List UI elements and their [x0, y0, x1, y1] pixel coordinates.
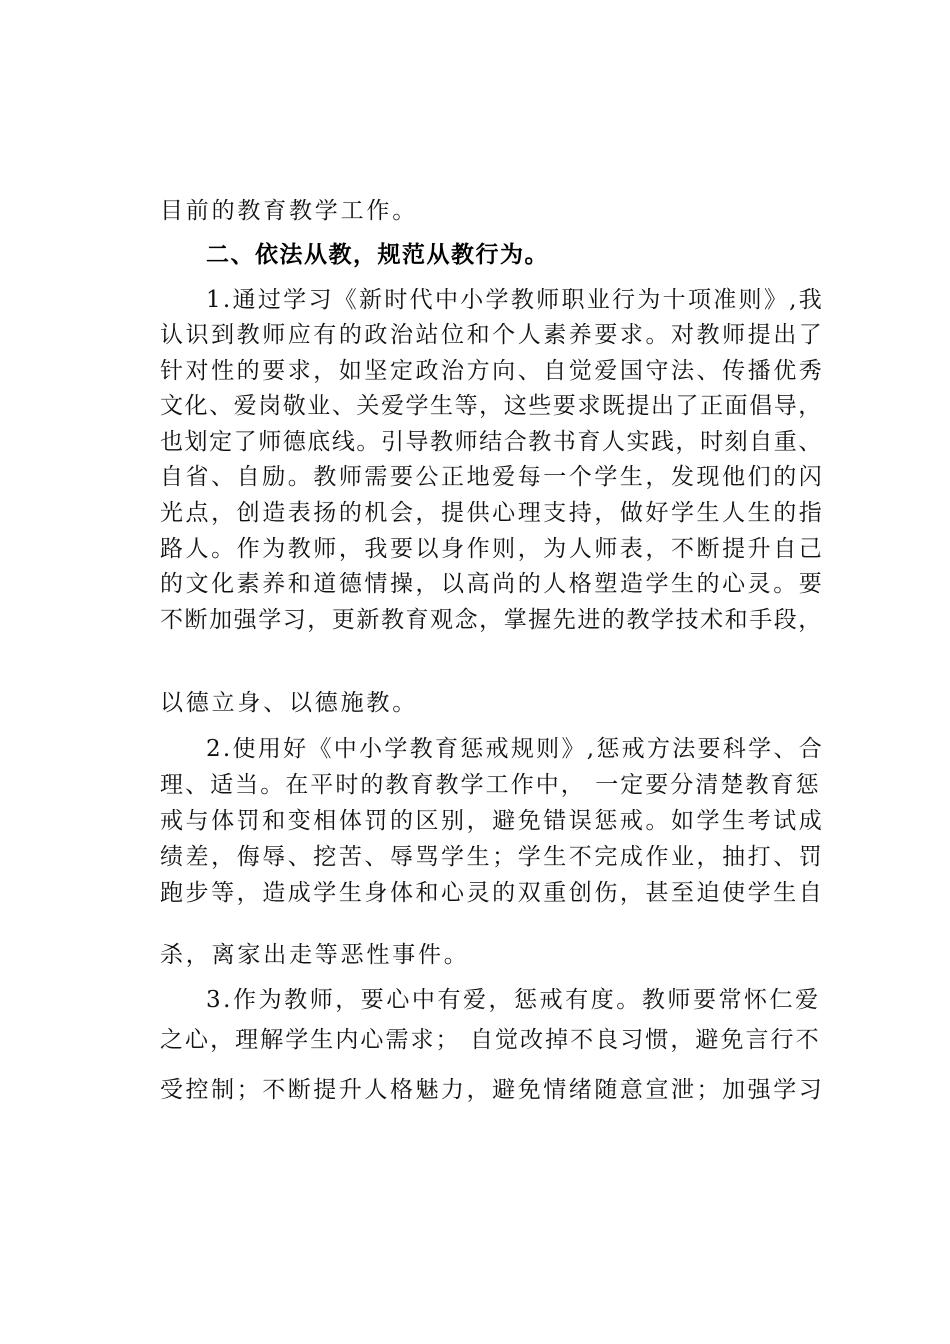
text-line: 理、适当。在平时的教育教学工作中， 一定要分清楚教育惩 [160, 772, 821, 798]
section-heading: 二、依法从教，规范从教行为。 [206, 242, 549, 268]
text-line: 光点，创造表扬的机会，提供心理支持，做好学生人生的指 [160, 500, 825, 526]
paragraph-1-first-line: 1.通过学习《新时代中小学教师职业行为十项准则》,我 [206, 287, 825, 313]
text-line: 针对性的要求，如坚定政治方向、自觉爱国守法、传播优秀 [160, 358, 825, 384]
text-line: 自省、自励。教师需要公正地爱每一个学生，发现他们的闪 [160, 464, 825, 490]
text-line: 以德立身、以德施教。 [160, 690, 418, 716]
text-line: 绩差，侮辱、挖苦、辱骂学生；学生不完成作业，抽打、罚 [160, 844, 825, 870]
text-line: 不断加强学习，更新教育观念，掌握先进的教学技术和手段， [160, 607, 823, 633]
text-line: 认识到教师应有的政治站位和个人素养要求。对教师提出了 [160, 322, 825, 348]
text-line: 的文化素养和道德情操，以高尚的人格塑造学生的心灵。要 [160, 571, 825, 597]
text-line: 杀，离家出走等恶性事件。 [160, 942, 470, 968]
text-line: 目前的教育教学工作。 [160, 198, 418, 224]
text-line: 路人。作为教师，我要以身作则，为人师表，不断提升自己 [160, 536, 825, 562]
text-line: 受控制；不断提升人格魅力，避免情绪随意宣泄；加强学习 [160, 1077, 825, 1103]
paragraph-2-first-line: 2.使用好《中小学教育惩戒规则》,惩戒方法要科学、合 [206, 736, 825, 762]
text-line: 也划定了师德底线。引导教师结合教书育人实践，时刻自重、 [160, 429, 823, 455]
text-line: 跑步等，造成学生身体和心灵的双重创伤，甚至迫使学生自 [160, 880, 825, 906]
paragraph-3-first-line: 3.作为教师，要心中有爱，惩戒有度。教师要常怀仁爱 [206, 987, 821, 1013]
text-line: 之心，理解学生内心需求； 自觉改掉不良习惯，避免言行不 [160, 1027, 821, 1053]
text-line: 戒与体罚和变相体罚的区别，避免错误惩戒。如学生考试成 [160, 808, 825, 834]
text-line: 文化、爱岗敬业、关爱学生等，这些要求既提出了正面倡导， [160, 393, 823, 419]
